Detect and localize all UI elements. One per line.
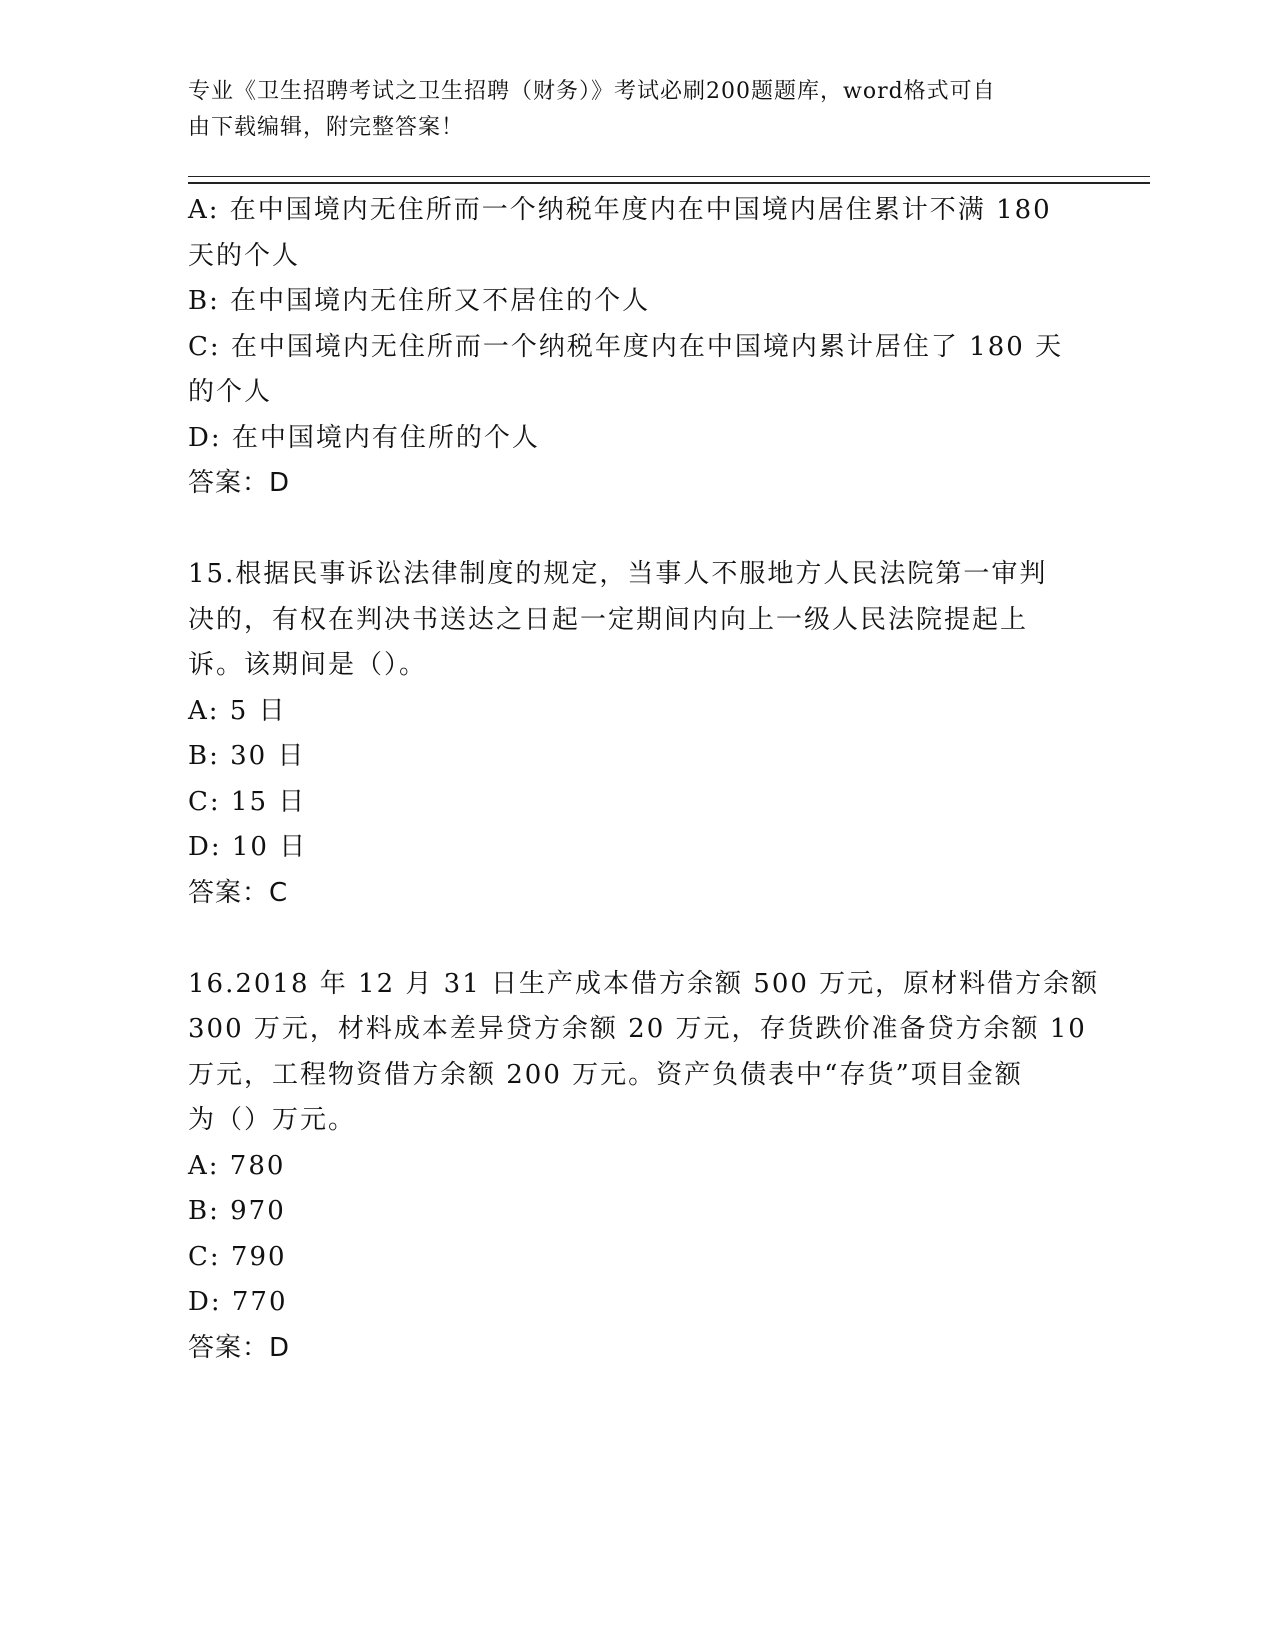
question-14-block: [188, 188, 1068, 507]
answer-line: 答案：C: [188, 877, 289, 908]
option-a-line-cont: 天的个人: [188, 240, 301, 271]
spacer: [188, 507, 1068, 553]
question-15-block: [188, 552, 1068, 916]
option-c-line: C: 15 日: [188, 786, 307, 817]
option-d-line: D: 770: [188, 1287, 288, 1317]
option-b-line: B: 30 日: [188, 741, 306, 771]
header-divider: [188, 176, 1150, 184]
option-a-line: A: 5 日: [188, 695, 287, 726]
document-body: [188, 188, 1100, 1371]
question-stem-line: 万元，工程物资借方余额 200 万元。资产负债表中“存货”项目金额: [188, 1059, 1023, 1090]
header-line: 由下载编辑，附完整答案！: [188, 115, 465, 140]
question-16-block: [188, 962, 1100, 1372]
answer-line: 答案：D: [188, 468, 291, 498]
page-header: [188, 74, 1068, 146]
answer-line: 答案：D: [188, 1332, 291, 1363]
option-c-line-cont: 的个人: [188, 377, 273, 407]
question-stem-line: 诉。该期间是（）。: [188, 650, 428, 680]
option-b-line: B: 970: [188, 1196, 286, 1226]
spacer: [188, 916, 1068, 962]
option-a-line: A: 780: [188, 1150, 286, 1181]
question-stem-line: 决的，有权在判决书送达之日起一定期间内向上一级人民法院提起上: [188, 604, 1029, 635]
option-c-line: C: 790: [188, 1241, 287, 1272]
option-b-line: B: 在中国境内无住所又不居住的个人: [188, 286, 651, 316]
option-d-line: D: 在中国境内有住所的个人: [188, 422, 540, 453]
question-stem-line: 15.根据民事诉讼法律制度的规定，当事人不服地方人民法院第一审判: [188, 559, 1048, 589]
option-c-line: C: 在中国境内无住所而一个纳税年度内在中国境内累计居住了 180 天: [188, 331, 1064, 362]
question-stem-line: 300 万元，材料成本差异贷方余额 20 万元，存货跌价准备贷方余额 10: [188, 1014, 1087, 1044]
question-stem-line: 16.2018 年 12 月 31 日生产成本借方余额 500 万元，原材料借方余额: [188, 968, 1100, 999]
option-d-line: D: 10 日: [188, 832, 308, 862]
question-stem-line: 为（）万元。: [188, 1105, 357, 1135]
option-a-line: A: 在中国境内无住所而一个纳税年度内在中国境内居住累计不满 180: [188, 195, 1052, 225]
header-line: 专业《卫生招聘考试之卫生招聘（财务）》考试必刷200题题库，word格式可自: [188, 79, 996, 104]
